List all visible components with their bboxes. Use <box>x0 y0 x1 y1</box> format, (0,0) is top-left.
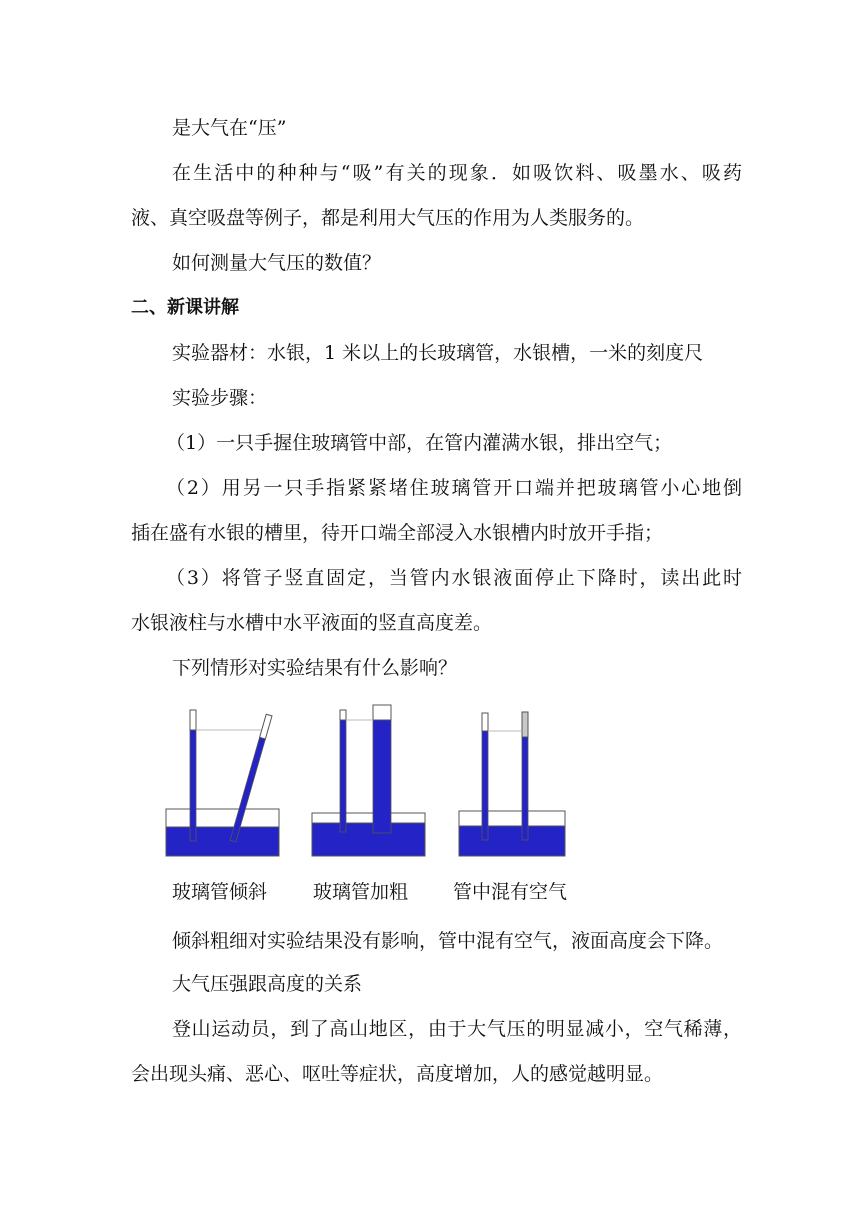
caption-tilted: 玻璃管倾斜 <box>172 881 268 903</box>
tube-vacuum-3 <box>482 713 488 731</box>
thick-tube-vacuum <box>373 705 391 720</box>
paragraph-climb-line2: 会出现头痛、恶心、呕吐等症状，高度增加，人的感觉越明显。 <box>131 1063 664 1085</box>
caption-air: 管中混有空气 <box>453 881 568 903</box>
paragraph-pressure: 是大气在“压” <box>172 117 287 139</box>
paragraph-suction-line1: 在生活中的种种与“吸”有关的现象．如吸饮料、吸墨水、吸药 <box>172 162 742 184</box>
panel-thick-tube <box>312 705 425 856</box>
paragraph-step1: （1）一只手握住玻璃管中部，在管内灌满水银，排出空气； <box>166 432 673 454</box>
trough-mercury-1 <box>166 827 279 856</box>
tube-mercury-3 <box>482 731 488 840</box>
tilted-tube-vacuum <box>260 714 272 739</box>
paragraph-question-measure: 如何测量大气压的数值？ <box>172 252 382 274</box>
caption-thick: 玻璃管加粗 <box>313 881 409 903</box>
trough-air-3 <box>459 811 565 826</box>
tube-mercury-air <box>522 737 528 840</box>
thick-tube-mercury <box>373 720 391 833</box>
tube-mercury-1 <box>190 730 196 841</box>
paragraph-materials: 实验器材：水银，1 米以上的长玻璃管，水银槽，一米的刻度尺 <box>172 342 704 364</box>
tube-vacuum-2 <box>340 710 346 720</box>
paragraph-steps-title: 实验步骤： <box>172 387 268 409</box>
section-heading: 二、新课讲解 <box>131 297 239 318</box>
paragraph-climb-line1: 登山运动员，到了高山地区，由于大气压的明显减小，空气稀薄， <box>172 1018 742 1040</box>
paragraph-step3-line1: （3）将管子竖直固定，当管内水银液面停止下降时，读出此时 <box>166 567 742 589</box>
panel-air-in-tube <box>459 712 565 856</box>
tube-vacuum-1 <box>190 710 196 730</box>
paragraph-question-effect: 下列情形对实验结果有什么影响？ <box>172 657 458 679</box>
trough-air-2 <box>312 813 425 823</box>
paragraph-step3-line2: 水银液柱与水槽中水平液面的竖直高度差。 <box>131 612 493 634</box>
tube-trapped-air <box>522 712 528 737</box>
paragraph-conclusion: 倾斜粗细对实验结果没有影响，管中混有空气，液面高度会下降。 <box>172 930 724 952</box>
panel-tilted-tube <box>166 710 279 856</box>
paragraph-suction-line2: 液、真空吸盘等例子，都是利用大气压的作用为人类服务的。 <box>131 207 645 229</box>
paragraph-relation-title: 大气压强跟高度的关系 <box>172 973 363 995</box>
torricelli-figure <box>160 700 580 865</box>
tube-mercury-2 <box>340 720 346 832</box>
trough-mercury-3 <box>459 826 565 856</box>
trough-mercury-2 <box>312 823 425 856</box>
paragraph-step2-line1: （2）用另一只手指紧紧堵住玻璃管开口端并把玻璃管小心地倒 <box>166 477 742 499</box>
trough-air-1 <box>166 809 279 827</box>
paragraph-step2-line2: 插在盛有水银的槽里，待开口端全部浸入水银槽内时放开手指； <box>131 522 664 544</box>
